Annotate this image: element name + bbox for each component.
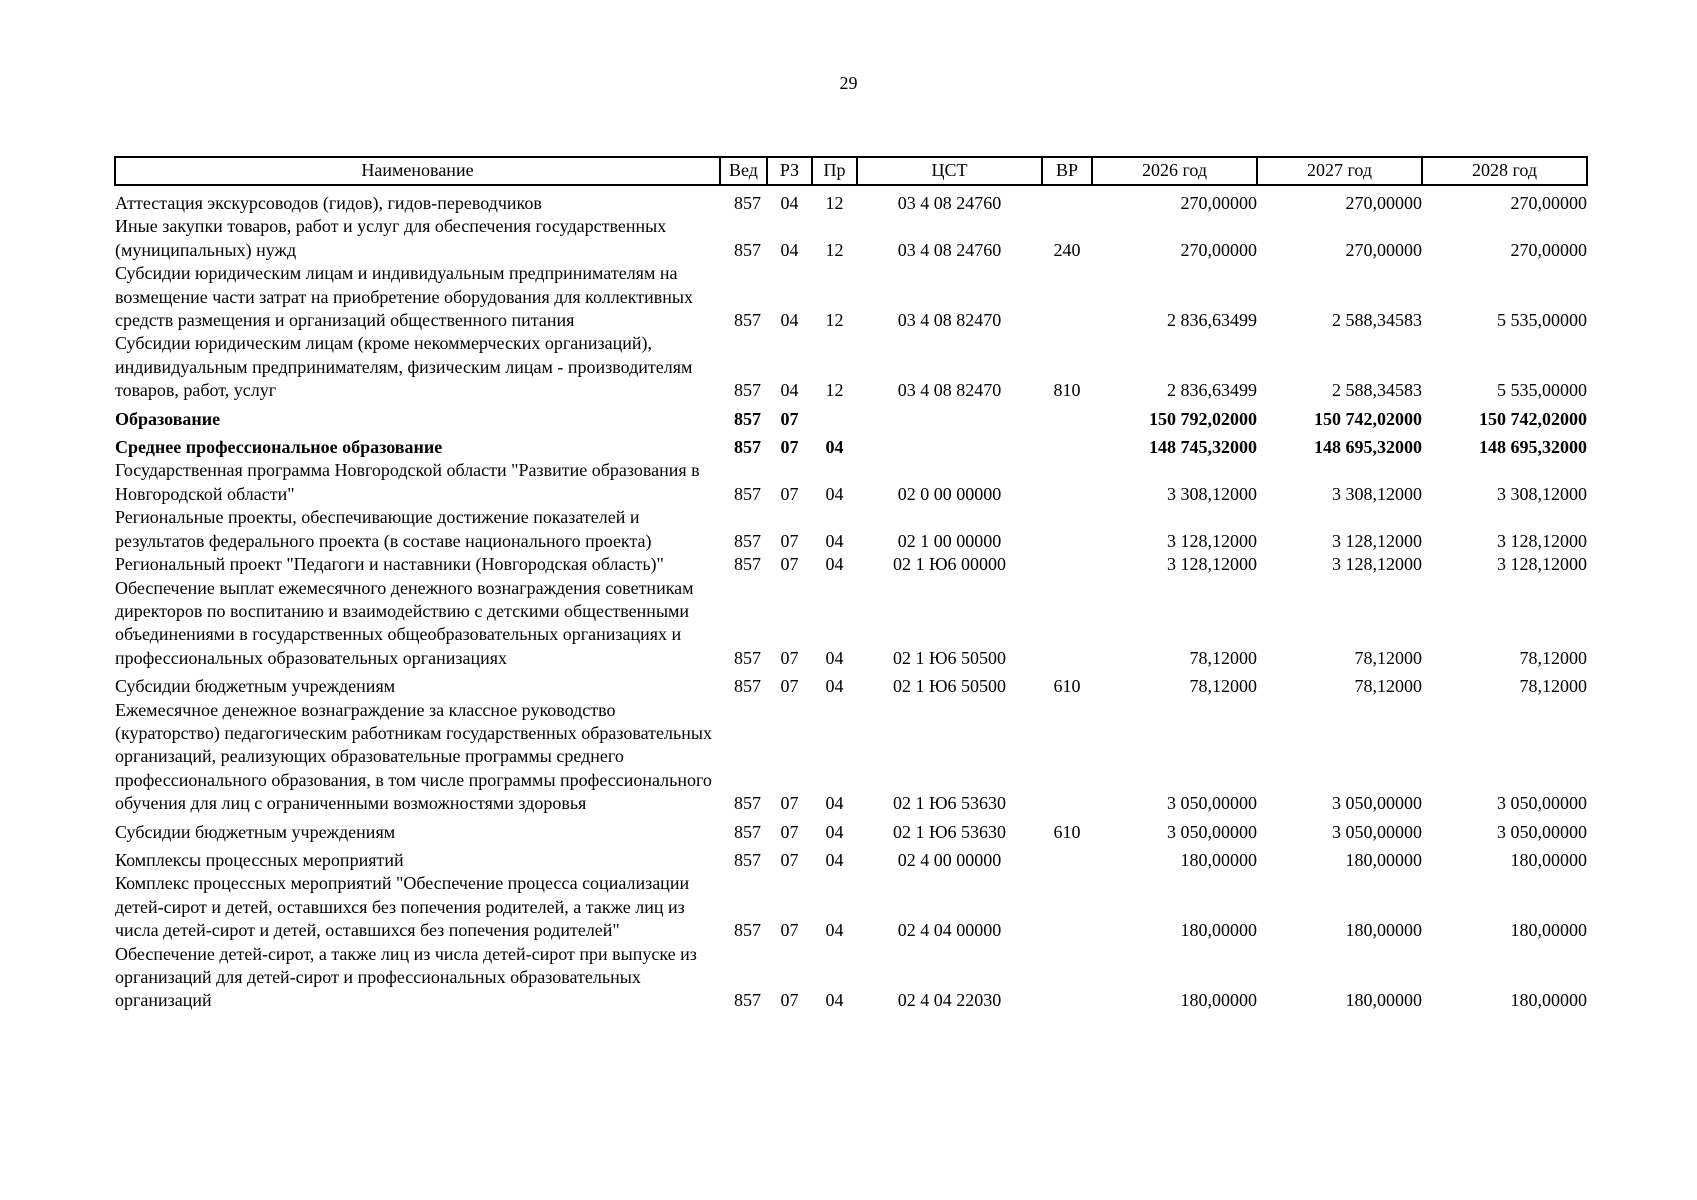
header-rz: РЗ [767, 157, 812, 185]
header-2026: 2026 год [1092, 157, 1257, 185]
cell-vr [1042, 553, 1092, 576]
cell-2026: 180,00000 [1180, 920, 1257, 941]
cell-ved: 857 [734, 408, 761, 429]
cell-2026: 3 128,12000 [1167, 554, 1257, 575]
table-row [115, 872, 1587, 942]
cell-pr: 12 [825, 193, 844, 213]
cell-ved: 857 [734, 920, 761, 941]
cell-2027: 150 742,02000 [1314, 408, 1422, 429]
cell-pr: 04 [825, 849, 844, 870]
cell-pr: 04 [825, 483, 844, 504]
cell-vr [1042, 577, 1092, 671]
table-row [115, 553, 1587, 576]
cell-pr: 04 [825, 554, 844, 575]
budget-table [114, 156, 1588, 1013]
cell-name: Субсидии бюджетным учреждениям [115, 676, 396, 697]
table-row [115, 943, 1587, 1013]
header-name: Наименование [115, 157, 720, 185]
cell-vr [1042, 699, 1092, 816]
cell-rz: 04 [780, 193, 799, 213]
cell-2027: 2 588,34583 [1332, 310, 1422, 331]
cell-cst: 02 4 04 00000 [897, 920, 1002, 941]
cell-vr: 810 [1053, 380, 1081, 401]
cell-pr: 04 [825, 821, 844, 842]
cell-vr [1042, 185, 1092, 215]
table-header [115, 157, 1587, 185]
cell-vr [1042, 872, 1092, 942]
cell-pr: 12 [825, 380, 844, 401]
cell-rz: 07 [780, 483, 799, 504]
cell-ved: 857 [734, 380, 761, 401]
cell-ved: 857 [734, 193, 761, 213]
cell-2027: 78,12000 [1354, 676, 1422, 697]
cell-vr [1042, 403, 1092, 431]
cell-rz: 07 [780, 849, 799, 870]
cell-rz: 07 [780, 647, 799, 668]
cell-vr: 610 [1053, 676, 1081, 697]
cell-cst: 02 0 00 00000 [897, 483, 1002, 504]
cell-pr: 04 [825, 676, 844, 697]
cell-2027: 2 588,34583 [1332, 380, 1422, 401]
cell-vr: 610 [1053, 821, 1081, 842]
cell-rz: 07 [780, 793, 799, 814]
cell-2026: 3 308,12000 [1167, 483, 1257, 504]
cell-name: Комплекс процессных мероприятий "Обеспечение процесса социализации детей-сирот и детей, оставшихся без попечения родителей, а также лиц из числа детей-сирот и детей, оставшихся без попечения родителей" [115, 873, 690, 941]
cell-name: Обеспечение выплат ежемесячного денежного вознаграждения советникам директоров по воспитанию и взаимодействию с детскими общественными объединениями в государственных общеобразовательных организациях и профессиональных образовательных организациях [115, 577, 694, 668]
cell-pr: 04 [825, 647, 844, 668]
cell-2028: 3 050,00000 [1497, 821, 1587, 842]
cell-cst: 03 4 08 82470 [897, 380, 1002, 401]
table-row [115, 844, 1587, 872]
cell-2028: 148 695,32000 [1479, 437, 1587, 458]
cell-rz: 07 [780, 437, 799, 458]
cell-rz: 04 [780, 239, 799, 260]
cell-2027: 78,12000 [1354, 647, 1422, 668]
cell-rz: 07 [780, 530, 799, 551]
cell-cst: 03 4 08 24760 [897, 193, 1002, 213]
cell-vr: 240 [1053, 239, 1081, 260]
table-row [115, 262, 1587, 332]
cell-cst: 02 1 Ю6 50500 [892, 647, 1006, 668]
table-row [115, 577, 1587, 671]
cell-name: Комплексы процессных мероприятий [115, 849, 404, 870]
cell-ved: 857 [734, 990, 761, 1011]
cell-name: Субсидии бюджетным учреждениям [115, 821, 396, 842]
cell-2028: 180,00000 [1510, 849, 1587, 870]
header-pr: Пр [812, 157, 857, 185]
cell-ved: 857 [734, 793, 761, 814]
cell-vr [1042, 943, 1092, 1013]
cell-name: Региональные проекты, обеспечивающие достижение показателей и результатов федерального проекта (в составе национального проекта) [115, 507, 652, 551]
cell-ved: 857 [734, 437, 761, 458]
cell-2026: 180,00000 [1180, 990, 1257, 1011]
cell-vr [1042, 506, 1092, 553]
cell-ved: 857 [734, 530, 761, 551]
table-row [115, 215, 1587, 262]
cell-name: Образование [115, 408, 221, 429]
table-row [115, 459, 1587, 506]
cell-pr: 04 [825, 990, 844, 1011]
cell-cst: 03 4 08 82470 [897, 310, 1002, 331]
cell-2027: 180,00000 [1345, 990, 1422, 1011]
cell-2026: 3 050,00000 [1167, 793, 1257, 814]
cell-rz: 07 [780, 408, 799, 429]
cell-name: Субсидии юридическим лицам (кроме некоммерческих организаций), индивидуальным предпринимателям, физическим лицам - производителям товаров, работ, услуг [115, 333, 693, 401]
cell-ved: 857 [734, 483, 761, 504]
cell-vr [1042, 431, 1092, 459]
table-body [115, 185, 1587, 1013]
table-row [115, 506, 1587, 553]
cell-2028: 3 308,12000 [1497, 483, 1587, 504]
cell-cst: 02 1 Ю6 50500 [892, 676, 1006, 697]
cell-ved: 857 [734, 239, 761, 260]
cell-pr: 04 [825, 530, 844, 551]
cell-2028: 3 128,12000 [1497, 530, 1587, 551]
cell-2026: 180,00000 [1180, 849, 1257, 870]
cell-ved: 857 [734, 647, 761, 668]
cell-name: Государственная программа Новгородской области "Развитие образования в Новгородской области" [115, 460, 700, 504]
cell-2026: 2 836,63499 [1167, 310, 1257, 331]
page-number: 29 [839, 73, 858, 93]
cell-2027: 270,00000 [1345, 239, 1422, 260]
cell-vr [1042, 459, 1092, 506]
cell-2028: 270,00000 [1510, 193, 1587, 213]
cell-2027: 180,00000 [1345, 920, 1422, 941]
cell-2027: 3 308,12000 [1332, 483, 1422, 504]
table-row [115, 816, 1587, 844]
cell-2027: 148 695,32000 [1314, 437, 1422, 458]
table-row [115, 431, 1587, 459]
cell-pr: 04 [825, 437, 844, 458]
cell-name: Иные закупки товаров, работ и услуг для обеспечения государственных (муниципальных) нужд [115, 216, 667, 260]
cell-pr [812, 403, 857, 431]
cell-cst: 02 1 Ю6 53630 [892, 821, 1006, 842]
cell-2026: 3 128,12000 [1167, 530, 1257, 551]
cell-name: Субсидии юридическим лицам и индивидуальным предпринимателям на возмещение части затрат на приобретение оборудования для коллективных средств размещения и организаций общественного питания [115, 263, 693, 331]
cell-ved: 857 [734, 849, 761, 870]
cell-rz: 07 [780, 990, 799, 1011]
cell-2028: 270,00000 [1510, 239, 1587, 260]
cell-cst [857, 403, 1042, 431]
cell-pr: 04 [825, 793, 844, 814]
cell-2028: 180,00000 [1510, 920, 1587, 941]
cell-2027: 3 050,00000 [1332, 821, 1422, 842]
cell-2026: 148 745,32000 [1149, 437, 1257, 458]
cell-ved: 857 [734, 676, 761, 697]
header-vr: ВР [1042, 157, 1092, 185]
table-row [115, 670, 1587, 698]
cell-2026: 78,12000 [1189, 647, 1257, 668]
cell-cst: 02 1 00 00000 [897, 530, 1002, 551]
table-row [115, 403, 1587, 431]
cell-rz: 04 [780, 380, 799, 401]
cell-2028: 150 742,02000 [1479, 408, 1587, 429]
header-ved: Вед [720, 157, 767, 185]
cell-2026: 3 050,00000 [1167, 821, 1257, 842]
header-2028: 2028 год [1422, 157, 1587, 185]
cell-2026: 2 836,63499 [1167, 380, 1257, 401]
cell-rz: 07 [780, 676, 799, 697]
cell-2027: 3 128,12000 [1332, 530, 1422, 551]
cell-2027: 3 050,00000 [1332, 793, 1422, 814]
cell-cst: 02 4 04 22030 [897, 990, 1002, 1011]
cell-2028: 78,12000 [1519, 647, 1587, 668]
cell-2028: 5 535,00000 [1497, 380, 1587, 401]
cell-2028: 5 535,00000 [1497, 310, 1587, 331]
cell-rz: 07 [780, 821, 799, 842]
cell-cst: 02 4 00 00000 [897, 849, 1002, 870]
cell-pr: 12 [825, 239, 844, 260]
cell-rz: 07 [780, 920, 799, 941]
table-row [115, 699, 1587, 816]
cell-cst [857, 431, 1042, 459]
cell-name: Ежемесячное денежное вознаграждение за классное руководство (кураторство) педагогическим работникам государственных образовательных организаций, реализующих образовательные программы среднего профессионального образования, в том числе программы профессионального обучения для лиц с ограниченными возможностями здоровья [115, 699, 712, 814]
cell-name: Аттестация экскурсоводов (гидов), гидов-переводчиков [115, 193, 542, 213]
cell-2026: 78,12000 [1189, 676, 1257, 697]
cell-name: Региональный проект "Педагоги и наставники (Новгородская область)" [115, 554, 664, 575]
cell-2026: 270,00000 [1180, 239, 1257, 260]
cell-cst: 03 4 08 24760 [897, 239, 1002, 260]
table-row [115, 185, 1587, 215]
header-2027: 2027 год [1257, 157, 1422, 185]
cell-cst: 02 1 Ю6 53630 [892, 793, 1006, 814]
cell-2028: 3 050,00000 [1497, 793, 1587, 814]
cell-name: Среднее профессиональное образование [115, 437, 443, 458]
cell-2026: 270,00000 [1180, 193, 1257, 213]
cell-ved: 857 [734, 310, 761, 331]
cell-pr: 04 [825, 920, 844, 941]
cell-cst: 02 1 Ю6 00000 [892, 554, 1006, 575]
cell-vr [1042, 844, 1092, 872]
cell-2027: 180,00000 [1345, 849, 1422, 870]
header-cst: ЦСТ [857, 157, 1042, 185]
cell-ved: 857 [734, 554, 761, 575]
cell-pr: 12 [825, 310, 844, 331]
cell-ved: 857 [734, 821, 761, 842]
cell-name: Обеспечение детей-сирот, а также лиц из числа детей-сирот при выпуске из организаций для детей-сирот и профессиональных образовательных организаций [115, 943, 697, 1011]
cell-2028: 78,12000 [1519, 676, 1587, 697]
cell-2026: 150 792,02000 [1149, 408, 1257, 429]
cell-rz: 04 [780, 310, 799, 331]
cell-2028: 3 128,12000 [1497, 554, 1587, 575]
cell-2027: 270,00000 [1345, 193, 1422, 213]
cell-rz: 07 [780, 554, 799, 575]
cell-vr [1042, 262, 1092, 332]
cell-2028: 180,00000 [1510, 990, 1587, 1011]
table-row [115, 332, 1587, 402]
cell-2027: 3 128,12000 [1332, 554, 1422, 575]
